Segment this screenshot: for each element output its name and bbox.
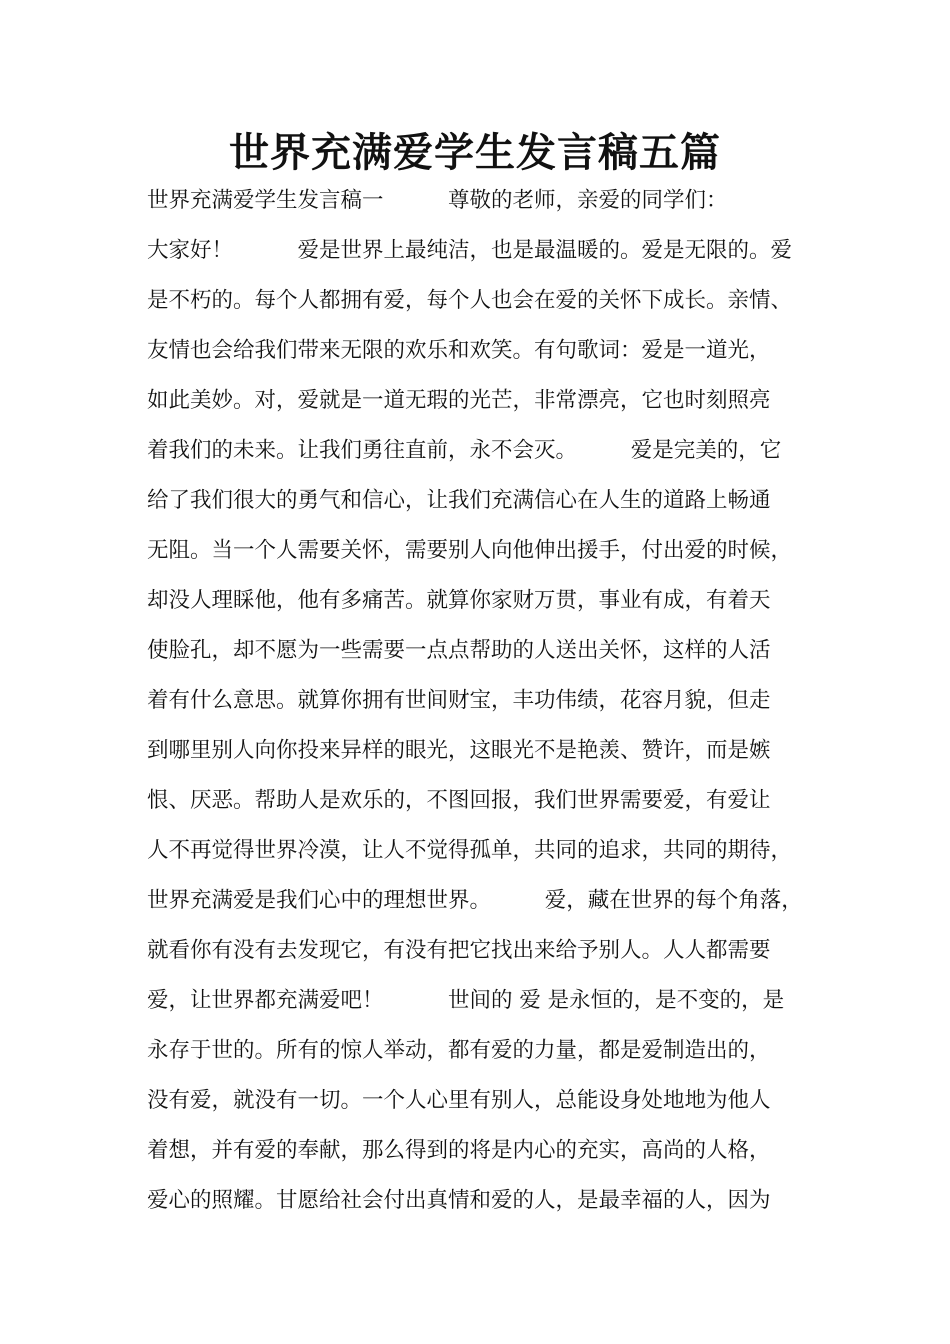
body-text-line: 着有什么意思。就算你拥有世间财宝，丰功伟绩，花容月貌，但走 bbox=[147, 688, 771, 713]
body-text-line: 大家好！ 爱是世界上最纯洁，也是最温暖的。爱是无限的。爱 bbox=[147, 238, 793, 263]
body-text-line: 却没人理睬他，他有多痛苦。就算你家财万贯，事业有成，有着天 bbox=[147, 588, 771, 613]
body-text-line: 给了我们很大的勇气和信心，让我们充满信心在人生的道路上畅通 bbox=[147, 488, 771, 513]
body-text-line: 永存于世的。所有的惊人举动，都有爱的力量，都是爱制造出的， bbox=[147, 1038, 771, 1063]
body-text-line: 没有爱，就没有一切。一个人心里有别人，总能设身处地地为他人 bbox=[147, 1088, 771, 1113]
body-text-line: 就看你有没有去发现它，有没有把它找出来给予别人。人人都需要 bbox=[147, 938, 771, 963]
body-text-line: 是不朽的。每个人都拥有爱，每个人也会在爱的关怀下成长。亲情、 bbox=[147, 288, 793, 313]
body-text-line: 世界充满爱是我们心中的理想世界。 爱，藏在世界的每个角落， bbox=[147, 888, 803, 913]
body-text-line: 恨、厌恶。帮助人是欢乐的，不图回报，我们世界需要爱，有爱让 bbox=[147, 788, 771, 813]
body-text-line: 世界充满爱学生发言稿一 尊敬的老师，亲爱的同学们： bbox=[147, 188, 728, 213]
body-text-line: 使脸孔，却不愿为一些需要一点点帮助的人送出关怀，这样的人活 bbox=[147, 638, 771, 663]
body-text-line: 人不再觉得世界冷漠，让人不觉得孤单，共同的追求，共同的期待， bbox=[147, 838, 793, 863]
body-text-line: 友情也会给我们带来无限的欢乐和欢笑。有句歌词：爱是一道光， bbox=[147, 338, 771, 363]
page-title: 世界充满爱学生发言稿五篇 bbox=[229, 130, 721, 176]
body-text-line: 着我们的未来。让我们勇往直前，永不会灭。 爱是完美的，它 bbox=[147, 438, 782, 463]
body-text-line: 到哪里别人向你投来异样的眼光，这眼光不是艳羡、赞许，而是嫉 bbox=[147, 738, 771, 763]
body-text-line: 爱，让世界都充满爱吧！ 世间的 爱 是永恒的，是不变的，是 bbox=[147, 988, 785, 1013]
body-text-line: 无阻。当一个人需要关怀，需要别人向他伸出援手，付出爱的时候， bbox=[147, 538, 793, 563]
body-text-line: 着想，并有爱的奉献，那么得到的将是内心的充实，高尚的人格， bbox=[147, 1138, 771, 1163]
body-text-line: 如此美妙。对，爱就是一道无瑕的光芒，非常漂亮，它也时刻照亮 bbox=[147, 388, 771, 413]
body-text-line: 爱心的照耀。甘愿给社会付出真情和爱的人，是最幸福的人，因为 bbox=[147, 1188, 771, 1213]
